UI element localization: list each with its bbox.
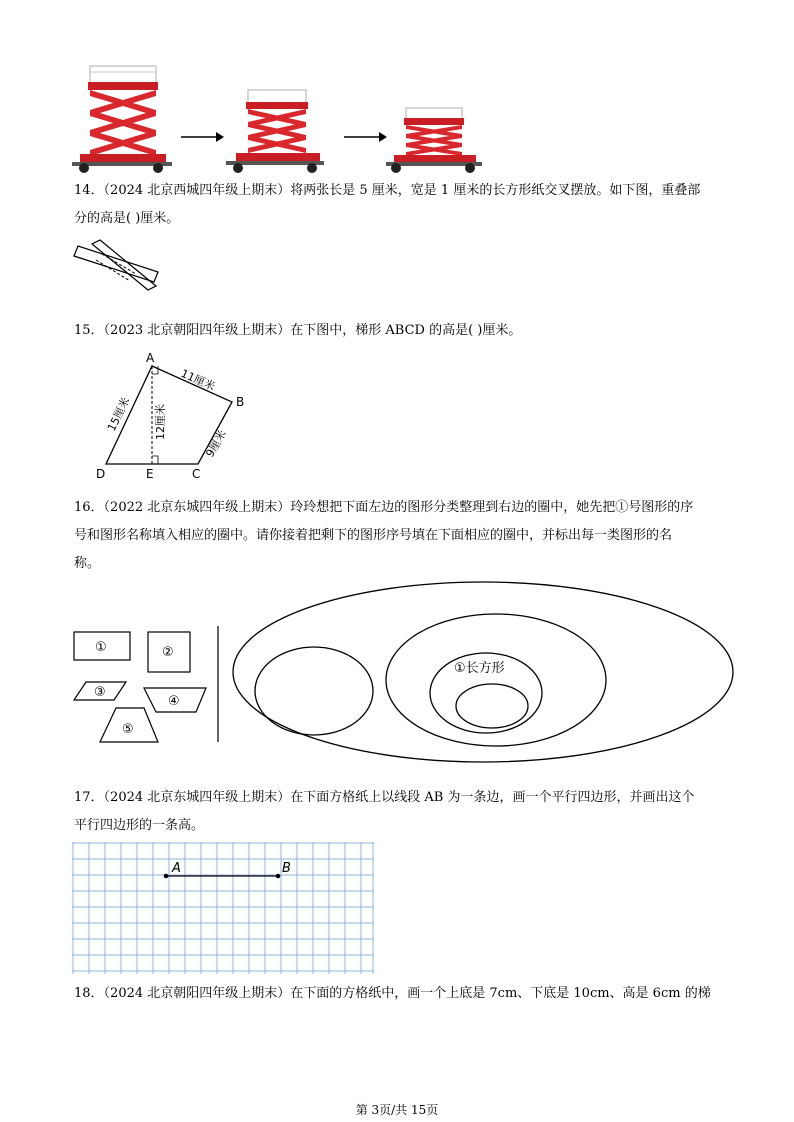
left-ellipse — [255, 647, 373, 735]
arrow-right-icon — [181, 132, 224, 142]
label-a: A — [146, 351, 155, 365]
right-ellipse — [386, 614, 606, 746]
shape-1-label: ① — [95, 640, 107, 655]
trapezoid-abcd-figure — [88, 348, 248, 483]
label-bc-length: 9厘米 — [203, 427, 230, 460]
scissor-lift-medium — [226, 90, 324, 173]
label-ae-length: 12厘米 — [154, 404, 167, 440]
arrow-right-icon — [344, 132, 387, 142]
point-a — [164, 874, 169, 879]
question-15 — [74, 317, 724, 345]
shape-5-label: ⑤ — [122, 722, 134, 737]
label-e: E — [146, 467, 154, 481]
shape-classification-figure — [66, 580, 736, 765]
question-14-line1: 14．（2024 北京西城四年级上期末）将两张长是 5 厘米，宽是 1 厘米的长方形纸交叉摆放。如下图，重叠部 — [74, 183, 701, 198]
question-14 — [74, 177, 724, 233]
question-17-line1: 17．（2024 北京东城四年级上期末）在下面方格纸上以线段 AB 为一条边，画一个平行四边形，并画出这个 — [74, 790, 695, 805]
label-b: B — [236, 395, 245, 409]
shape-2-label: ② — [162, 645, 174, 660]
label-ad-length: 15厘米 — [105, 395, 133, 434]
question-16-line1: 16．（2022 北京东城四年级上期末）玲玲想把下面左边的图形分类整理到右边的圈中，她先把①号图形的序 — [74, 500, 694, 515]
grid-paper-q17[interactable] — [72, 842, 376, 976]
label-point-a: A — [172, 861, 181, 876]
crossed-rectangles-figure — [70, 236, 170, 296]
question-14-line2: 分的高是( )厘米。 — [74, 211, 180, 226]
circle-label-rectangle: ①长方形 — [454, 661, 505, 676]
question-16 — [74, 494, 724, 578]
point-b — [276, 874, 281, 879]
scissor-lift-tall — [72, 66, 172, 173]
shape-4-label: ④ — [168, 694, 180, 709]
question-18-line1: 18．（2024 北京朝阳四年级上期末）在下面的方格纸中，画一个上底是 7cm、下底是 10cm、高是 6cm 的梯 — [74, 986, 711, 1001]
question-16-line2: 号和图形名称填入相应的圈中。请你接着把剩下的图形序号填在下面相应的圈中，并标出每一类图形的名 — [74, 528, 673, 543]
label-d: D — [96, 467, 106, 481]
question-15-line1: 15．（2023 北京朝阳四年级上期末）在下图中，梯形 ABCD 的高是( )厘米。 — [74, 323, 522, 338]
label-ab-length: 11厘米 — [178, 366, 217, 394]
scissor-lift-illustration — [66, 58, 486, 178]
label-c: C — [192, 467, 201, 481]
scissor-lift-short — [386, 108, 482, 173]
question-17 — [74, 784, 724, 840]
inner-ellipse — [456, 684, 528, 728]
question-16-line3: 称。 — [74, 556, 101, 571]
page-footer: 第 3页/共 15页 — [355, 1103, 439, 1117]
grid-lines — [72, 842, 374, 974]
label-point-b: B — [282, 861, 291, 876]
question-18 — [74, 980, 724, 1008]
question-17-line2: 平行四边形的一条高。 — [74, 818, 205, 833]
shape-3-label: ③ — [94, 685, 106, 700]
